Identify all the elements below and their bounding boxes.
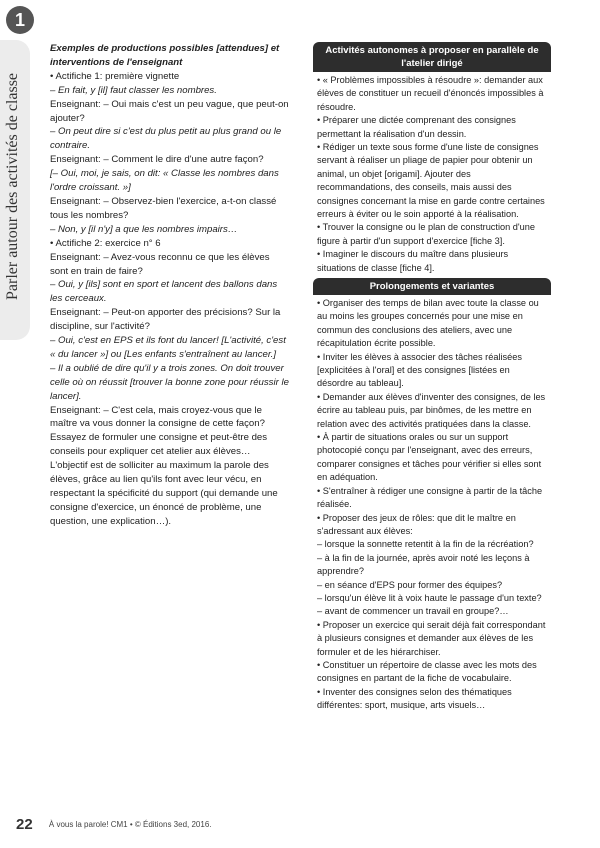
extension-item: • Proposer un exercice qui serait déjà fait correspondant à plusieurs consignes et demander aux élèves de les formuler et de les hiérarchiser. xyxy=(317,619,546,657)
activity-item: • Trouver la consigne ou le plan de construction d'une figure à partir d'un support d'exercice [fiche 3]. xyxy=(317,222,535,246)
activity-item: • Imaginer le discours du maître dans plusieurs situations de classe [fiche 4]. xyxy=(317,249,509,273)
extensions-box-title: Prolongements et variantes xyxy=(313,278,551,295)
example-line: Enseignant: – C'est cela, mais croyez-vous que le maître va vous donner la consigne de cette façon? Essayez de formuler une consigne et peut-être des conseils pour expliquer cet atelier aux élèves… xyxy=(50,404,268,458)
activities-box-body xyxy=(313,72,551,277)
extension-item: • Constituer un répertoire de classe avec les mots des consignes en partant de la fiche de vocabulaire. xyxy=(317,659,537,684)
example-line: – Non, y [il n'y] a que les nombres impairs… xyxy=(50,223,238,235)
chapter-number: 1 xyxy=(6,6,34,34)
extension-item: – avant de commencer un travail en groupe?… xyxy=(317,606,509,617)
page-footer xyxy=(16,816,211,833)
example-line: Enseignant: – Oui mais c'est un peu vague, que peut-on ajouter? xyxy=(50,98,289,124)
example-line: – On peut dire si c'est du plus petit au plus grand ou le contraire. xyxy=(50,126,282,152)
extensions-box xyxy=(313,278,551,715)
example-line: • Actifiche 1: première vignette xyxy=(50,70,180,82)
activity-item: • « Problèmes impossibles à résoudre »: demander aux élèves de constituer un recueil d'énoncés impossibles à résoudre. xyxy=(317,75,544,112)
example-line: Enseignant: – Avez-vous reconnu ce que les élèves sont en train de faire? xyxy=(50,251,270,277)
examples-column xyxy=(50,42,290,529)
extension-item: • Organiser des temps de bilan avec toute la classe ou au moins les groupes concernés pour une mise en commun des conclusions des ateliers, avec une récapitulation écrite possible. xyxy=(317,298,539,349)
activities-box-title: Activités autonomes à proposer en parallèle de l'atelier dirigé xyxy=(313,42,551,72)
objective-paragraph: L'objectif est de solliciter au maximum la parole des élèves, grâce au lien qu'ils font avec leur vécu, en respectant la spécificité du support (qui demande une consigne d'exercice, un énoncé de problème, une question, une explication…). xyxy=(50,460,278,527)
extension-item: • Proposer des jeux de rôles: que dit le maître en s'adressant aux élèves: xyxy=(317,512,516,536)
example-line: • Actifiche 2: exercice n° 6 xyxy=(50,237,161,249)
extension-item: • À partir de situations orales ou sur un support photocopié conçu par l'enseignant, avec des erreurs, comparer consignes et tâches pour vérifier si elles sont en adéquation. xyxy=(317,432,542,483)
examples-title: Exemples de productions possibles [attendues] et interventions de l'enseignant xyxy=(50,43,280,68)
example-line: Enseignant: – Peut-on apporter des précisions? Sur la discipline, sur l'activité? xyxy=(50,307,281,333)
example-line: – Oui, y [ils] sont en sport et lancent des ballons dans les cerceaux. xyxy=(50,279,278,305)
example-line: – Il a oublié de dire qu'il y a trois zones. On doit trouver celle où on réussit [trouver la bonne zone pour réussir le lancer]. xyxy=(50,362,289,402)
extension-item: – à la fin de la journée, après avoir noté les leçons à apprendre? xyxy=(317,552,530,577)
example-line: – Oui, c'est en EPS et ils font du lancer! [L'activité, c'est « du lancer »] ou [Les enfants s'entraînent au lancer.] xyxy=(50,335,286,360)
example-line: Enseignant: – Comment le dire d'une autre façon? xyxy=(50,154,264,166)
activity-item: • Préparer une dictée comprenant des consignes permettant la réalisation d'un dessin. xyxy=(317,115,516,139)
page-number: 22 xyxy=(16,816,33,833)
extension-item: • Demander aux élèves d'inventer des consignes, de les écrire au tableau puis, par binômes, de les mettre en relation avec des activités pratiquées dans la classe. xyxy=(317,391,546,429)
extension-item: • S'entraîner à rédiger une consigne à partir de la tâche réalisée. xyxy=(317,485,543,510)
activities-box xyxy=(313,42,551,277)
activity-item: • Rédiger un texte sous forme d'une liste de consignes servant à réaliser un pliage de papier pour obtenir un animal, un objet [origami]. Ajouter des recommandations, des conseils, mais aussi des consignes concernant la mise en garde contre certaines erreurs à éviter ou le soin apporté à la réalisation. xyxy=(317,142,545,220)
extensions-box-body xyxy=(313,295,551,715)
extension-item: • Inviter les élèves à associer des tâches réalisées [explicitées à l'oral] et des consignes [listées en désordre au tableau]. xyxy=(317,351,522,389)
footer-credit: À vous la parole! CM1 • © Éditions 3ed, 2016. xyxy=(48,820,212,829)
chapter-tab xyxy=(0,0,36,360)
example-line: Enseignant: – Observez-bien l'exercice, a-t-on classé tous les nombres? xyxy=(50,195,277,221)
chapter-label: Parler autour des activités de classe xyxy=(4,72,21,300)
extension-item: – lorsque la sonnette retentit à la fin de la récréation? xyxy=(317,539,534,550)
extension-item: – lorsqu'un élève lit à voix haute le passage d'un texte? xyxy=(317,592,542,603)
extension-item: – en séance d'EPS pour former des équipes? xyxy=(317,579,503,590)
example-line: – En fait, y [il] faut classer les nombres. xyxy=(50,84,217,96)
example-line: [– Oui, moi, je sais, on dit: « Classe les nombres dans l'ordre croissant. »] xyxy=(50,168,279,194)
extension-item: • Inventer des consignes selon des thématiques différentes: sport, musique, arts visuels… xyxy=(317,686,512,711)
